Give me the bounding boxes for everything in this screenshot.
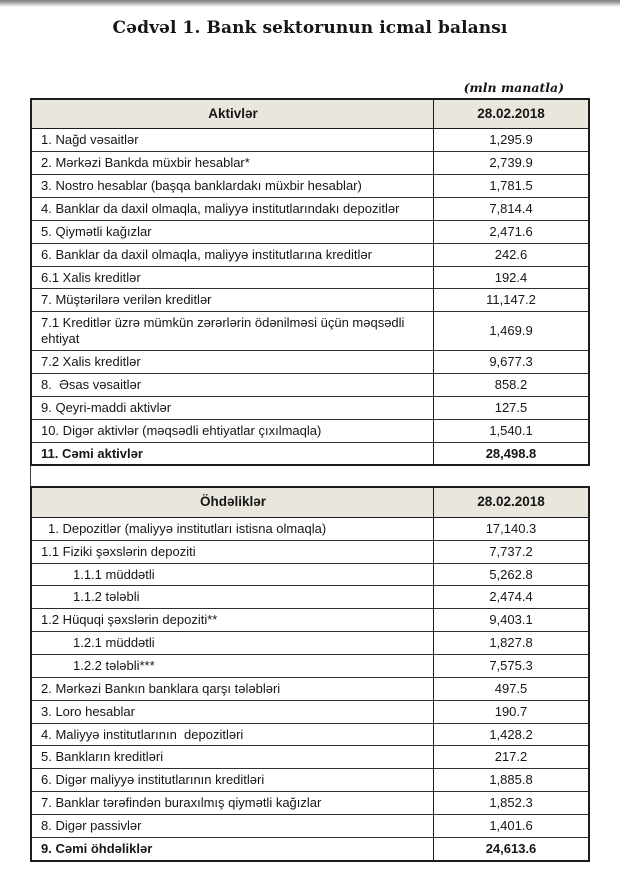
table-row [32,197,588,220]
row-label: 7.1 Kreditlər üzrə mümkün zərərlərin ödənilməsi üçün məqsədli ehtiyat [41,315,409,347]
table-row [32,631,588,654]
row-value: 1,469.9 [433,312,588,350]
row-label: 6. Banklar da daxil olmaqla, maliyyə institutlarına kreditlər [41,246,372,262]
row-value: 1,852.3 [433,792,588,814]
assets-header-cell: Aktivlər [208,106,258,121]
liabilities-table [30,486,590,861]
row-label: 8. Digər passivlər [41,818,142,833]
table-row [32,419,588,442]
row-label: 1.2.2 tələbli*** [73,657,155,673]
row-label: 1. Depozitlər (maliyyə institutları istisna olmaqla) [48,520,327,536]
table-row-total [32,837,588,860]
row-value: 17,140.3 [433,518,588,540]
table-row [32,814,588,837]
row-value: 1,295.9 [433,129,588,151]
row-label: 7.2 Xalis kreditlər [41,354,141,370]
row-value: 497.5 [433,678,588,700]
table-row [32,174,588,197]
page-title: Cədvəl 1. Bank sektorunun icmal balansı [112,18,508,38]
row-label: 2. Mərkəzi Bankın banklara qarşı tələbləri [41,680,281,696]
row-label: 3. Nostro hesablar (başqa banklardakı müxbir hesablar) [41,178,362,194]
table-row [32,723,588,746]
row-value: 242.6 [433,244,588,266]
row-value: 24,613.6 [433,838,588,860]
assets-table-header-row [32,100,588,129]
row-value: 1,540.1 [433,420,588,442]
table-row [32,654,588,677]
row-value: 11,147.2 [433,289,588,311]
row-value: 1,885.8 [433,769,588,791]
row-value: 7,575.3 [433,655,588,677]
table-row [32,608,588,631]
row-value: 5,262.8 [433,564,588,586]
row-label: 1.2 Hüquqi şəxslərin depoziti** [41,612,218,628]
row-label: 1.2.1 müddətli [73,635,155,651]
row-value: 1,781.5 [433,175,588,197]
row-value: 9,403.1 [433,609,588,631]
liabilities-header-cell: Öhdəliklər [199,494,267,510]
table-row [32,396,588,419]
assets-table [30,98,590,466]
table-row [32,677,588,700]
table-row [32,540,588,563]
row-label: 10. Digər aktivlər (məqsədli ehtiyatlar çıxılmaqla) [41,422,322,438]
row-value: 7,814.4 [433,198,588,220]
row-value: 1,827.8 [433,632,588,654]
row-label: 1. Nağd vəsaitlər [41,132,139,148]
table-row [32,220,588,243]
row-value: 192.4 [433,267,588,289]
table-row [32,585,588,608]
table-row [32,700,588,723]
row-label: 9. Cəmi öhdəliklər [41,840,153,856]
row-label: 11. Cəmi aktivlər [41,445,143,461]
row-value: 2,471.6 [433,221,588,243]
row-value: 2,739.9 [433,152,588,174]
row-label: 8. Əsas vəsaitlər [41,376,142,392]
row-value: 7,737.2 [433,541,588,563]
table-row [32,350,588,373]
table-row [32,791,588,814]
row-label: 1.1.1 müddətli [73,566,155,582]
row-label: 7. Müştərilərə verilən kreditlər [41,292,212,308]
row-label: 6.1 Xalis kreditlər [41,269,141,285]
table-row-total [32,442,588,465]
assets-date-header-cell: 28.02.2018 [433,100,588,128]
row-label: 9. Qeyri-maddi aktivlər [41,399,172,415]
units-note: (mln manatla) [463,80,564,95]
row-value: 1,428.2 [433,724,588,746]
tables-gap [30,466,31,486]
table-row [32,288,588,311]
table-row [32,745,588,768]
row-label: 3. Loro hesablar [41,703,135,719]
row-label: 2. Mərkəzi Bankda müxbir hesablar* [41,155,250,171]
top-divider-bar [0,0,620,7]
row-value: 127.5 [433,397,588,419]
table-row [32,563,588,586]
row-label: 6. Digər maliyyə institutlarının kreditləri [41,772,265,788]
row-label: 5. Bankların kreditləri [41,749,164,765]
table-row [32,518,588,540]
liabilities-table-header-row [32,488,588,517]
table-row [32,266,588,289]
liabilities-date-header-cell: 28.02.2018 [433,488,588,516]
table-row [32,311,588,350]
row-value: 190.7 [433,701,588,723]
table-row [32,151,588,174]
row-value: 1,401.6 [433,815,588,837]
row-value: 217.2 [433,746,588,768]
row-label: 7. Banklar tərəfindən buraxılmış qiymətli kağızlar [41,795,322,811]
row-label: 4. Maliyyə institutlarının depozitləri [41,726,244,742]
row-label: 1.1.2 tələbli [73,589,140,605]
row-value: 28,498.8 [433,443,588,465]
table-row [32,243,588,266]
table-row [32,129,588,151]
row-label: 5. Qiymətli kağızlar [41,223,152,239]
table-row [32,768,588,791]
table-row [32,373,588,396]
row-value: 2,474.4 [433,586,588,608]
row-label: 4. Banklar da daxil olmaqla, maliyyə institutlarındakı depozitlər [41,201,400,217]
row-value: 858.2 [433,374,588,396]
row-label: 1.1 Fiziki şəxslərin depoziti [41,543,196,559]
row-value: 9,677.3 [433,351,588,373]
